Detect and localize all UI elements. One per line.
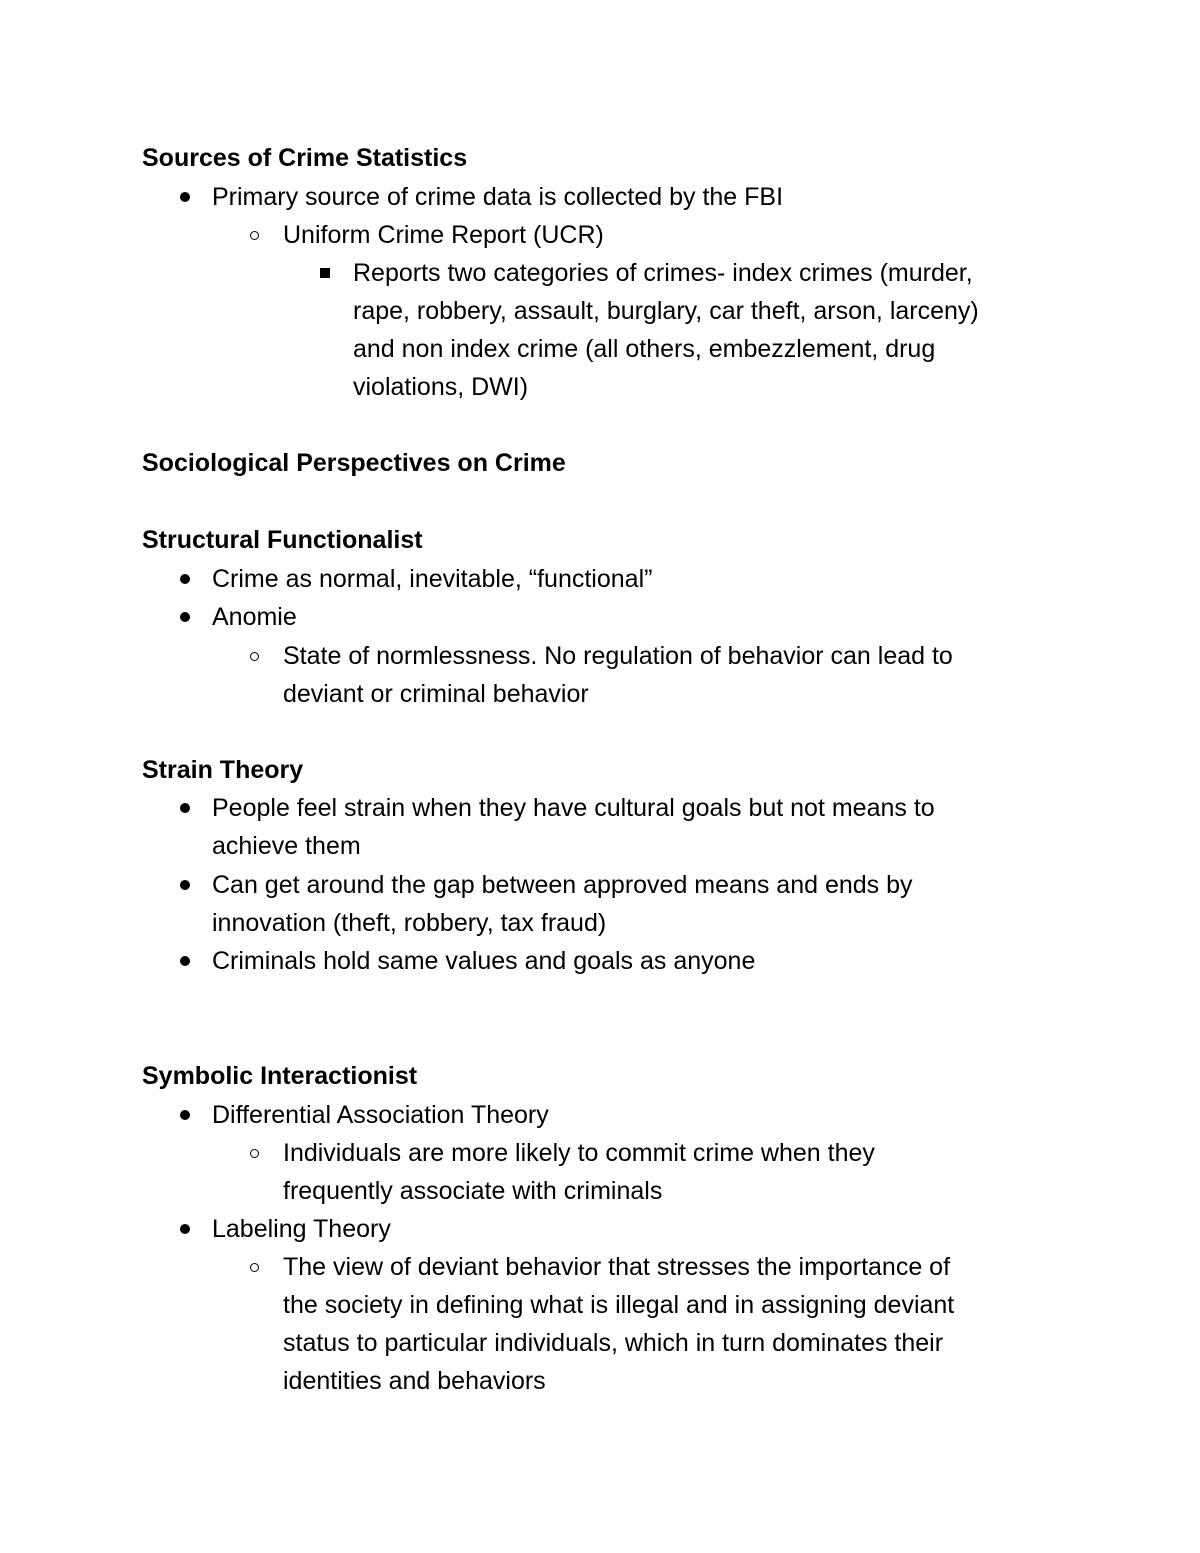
bullet-circle-icon (250, 1263, 259, 1272)
section-heading-symbolic-interactionist: Symbolic Interactionist (142, 1062, 418, 1090)
bullet-square-icon (320, 268, 330, 278)
list-item: Labeling Theory (212, 1215, 391, 1243)
bullet-disc-icon (180, 803, 190, 813)
list-item: Uniform Crime Report (UCR) (283, 221, 604, 249)
list-item: Crime as normal, inevitable, “functional” (212, 565, 653, 593)
section-heading-crime-statistics: Sources of Crime Statistics (142, 144, 468, 172)
bullet-disc-icon (180, 612, 190, 622)
list-item-line: status to particular individuals, which in turn dominates their (283, 1329, 944, 1357)
list-item: Primary source of crime data is collected by the FBI (212, 183, 784, 211)
bullet-disc-icon (180, 880, 190, 890)
list-item-line: and non index crime (all others, embezzlement, drug (353, 335, 936, 363)
list-item-line: deviant or criminal behavior (283, 680, 589, 708)
list-item-line: State of normlessness. No regulation of behavior can lead to (283, 642, 953, 670)
list-item-line: the society in defining what is illegal and in assigning deviant (283, 1291, 955, 1319)
list-item-line: frequently associate with criminals (283, 1177, 663, 1205)
bullet-circle-icon (250, 652, 259, 661)
list-item-line: People feel strain when they have cultural goals but not means to (212, 794, 935, 822)
bullet-disc-icon (180, 574, 190, 584)
list-item-line: achieve them (212, 832, 361, 860)
list-item-line: identities and behaviors (283, 1367, 546, 1395)
bullet-disc-icon (180, 956, 190, 966)
list-item-line: Can get around the gap between approved means and ends by (212, 871, 913, 899)
list-item-line: Reports two categories of crimes- index crimes (murder, (353, 259, 973, 287)
list-item-line: Individuals are more likely to commit crime when they (283, 1139, 875, 1167)
list-item-line: The view of deviant behavior that stresses the importance of (283, 1253, 951, 1281)
bullet-circle-icon (250, 1149, 259, 1158)
list-item: Differential Association Theory (212, 1101, 549, 1129)
list-item: Anomie (212, 603, 297, 631)
list-item-line: innovation (theft, robbery, tax fraud) (212, 909, 607, 937)
bullet-disc-icon (180, 192, 190, 202)
bullet-circle-icon (250, 231, 259, 240)
bullet-disc-icon (180, 1224, 190, 1234)
section-heading-strain-theory: Strain Theory (142, 756, 304, 784)
section-heading-sociological-perspectives: Sociological Perspectives on Crime (142, 449, 566, 477)
list-item-line: violations, DWI) (353, 373, 529, 401)
list-item: Criminals hold same values and goals as anyone (212, 947, 756, 975)
section-heading-structural-functionalist: Structural Functionalist (142, 526, 423, 554)
bullet-disc-icon (180, 1110, 190, 1120)
list-item-line: rape, robbery, assault, burglary, car theft, arson, larceny) (353, 297, 979, 325)
